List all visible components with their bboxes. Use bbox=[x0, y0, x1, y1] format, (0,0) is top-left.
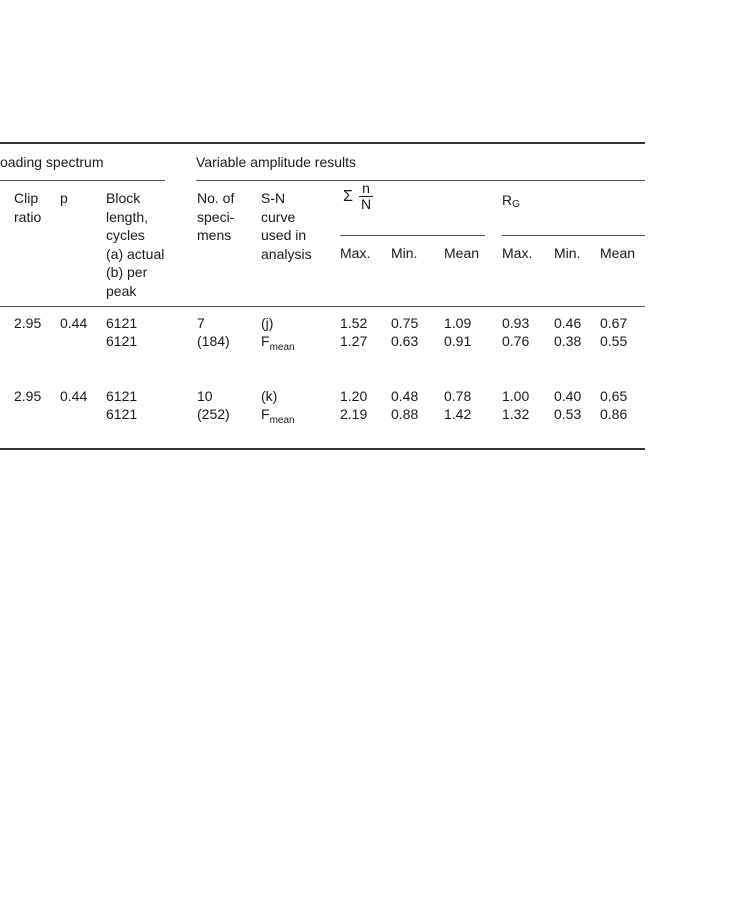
num-peaks-cell: (184) bbox=[197, 333, 230, 349]
sum-min-cell: 0.63 bbox=[391, 333, 419, 349]
table-bottom-rule bbox=[0, 448, 645, 450]
variable-amplitude-header: Variable amplitude results bbox=[196, 154, 357, 170]
sn-curve-cell: (k) bbox=[261, 388, 278, 404]
table-top-rule bbox=[0, 142, 645, 144]
fraction-denominator: N bbox=[360, 196, 372, 212]
block-length-actual-cell: 6121 bbox=[106, 388, 138, 404]
sum-min-cell: 0.48 bbox=[391, 388, 419, 404]
loading-group-rule bbox=[0, 180, 165, 181]
sum-max-cell: 2.19 bbox=[340, 406, 368, 422]
p-cell: 0.44 bbox=[60, 388, 88, 404]
rg-min-cell: 0.38 bbox=[554, 333, 582, 349]
header-bottom-rule bbox=[0, 306, 645, 307]
sum-mean-header: Mean bbox=[444, 245, 480, 261]
sum-subgroup-rule bbox=[340, 235, 485, 236]
rg-subscript: G bbox=[512, 199, 520, 210]
rg-mean-cell: 0.86 bbox=[600, 406, 628, 422]
sum-min-cell: 0.88 bbox=[391, 406, 419, 422]
rg-min-header: Min. bbox=[554, 245, 581, 261]
clip-ratio-header: Clip ratio bbox=[14, 190, 42, 225]
p-header: p bbox=[60, 190, 68, 206]
rg-main: R bbox=[502, 192, 513, 208]
sum-symbol: Σ bbox=[343, 188, 353, 205]
sn-curve-header: S-N curve used in analysis bbox=[261, 190, 312, 262]
rg-min-cell: 0.46 bbox=[554, 315, 582, 331]
sum-max-header: Max. bbox=[340, 245, 371, 261]
rg-mean-cell: 0.65 bbox=[600, 388, 628, 404]
clip-ratio-cell: 2.95 bbox=[14, 388, 42, 404]
sn-curve-cell: (j) bbox=[261, 315, 274, 331]
clip-ratio-cell: 2.95 bbox=[14, 315, 42, 331]
rg-header bbox=[502, 191, 520, 212]
block-length-per-peak-cell: 6121 bbox=[106, 333, 138, 349]
sum-mean-cell: 0.91 bbox=[444, 333, 472, 349]
rg-max-cell: 0.93 bbox=[502, 315, 530, 331]
loading-spectrum-header: oading spectrum bbox=[0, 154, 104, 170]
sum-max-cell: 1.27 bbox=[340, 333, 368, 349]
f-subscript: mean bbox=[269, 415, 295, 426]
num-specimens-cell: 7 bbox=[197, 315, 205, 331]
f-main: F bbox=[261, 406, 270, 422]
sn-curve-fmean-cell bbox=[261, 405, 295, 426]
variable-group-rule bbox=[196, 180, 645, 181]
sum-max-cell: 1.52 bbox=[340, 315, 368, 331]
rg-mean-cell: 0.67 bbox=[600, 315, 628, 331]
rg-max-cell: 1.00 bbox=[502, 388, 530, 404]
f-subscript: mean bbox=[269, 342, 295, 353]
fraction-numerator: n bbox=[362, 180, 370, 196]
block-length-actual-cell: 6121 bbox=[106, 315, 138, 331]
block-length-per-peak-cell: 6121 bbox=[106, 406, 138, 422]
sum-mean-cell: 1.42 bbox=[444, 406, 472, 422]
rg-min-cell: 0.40 bbox=[554, 388, 582, 404]
num-specimens-cell: 10 bbox=[197, 388, 213, 404]
sum-mean-cell: 1.09 bbox=[444, 315, 472, 331]
rg-max-header: Max. bbox=[502, 245, 533, 261]
num-specimens-header: No. of speci- mens bbox=[197, 190, 235, 243]
rg-max-cell: 1.32 bbox=[502, 406, 530, 422]
num-peaks-cell: (252) bbox=[197, 406, 230, 422]
sum-min-header: Min. bbox=[391, 245, 418, 261]
p-cell: 0.44 bbox=[60, 315, 88, 331]
rg-min-cell: 0.53 bbox=[554, 406, 582, 422]
rg-mean-cell: 0.55 bbox=[600, 333, 628, 349]
sn-curve-fmean-cell bbox=[261, 332, 295, 353]
rg-max-cell: 0.76 bbox=[502, 333, 530, 349]
block-length-header: Block length, cycles (a) actual (b) per peak bbox=[106, 190, 165, 299]
n-over-N-fraction bbox=[359, 182, 373, 211]
sum-min-cell: 0.75 bbox=[391, 315, 419, 331]
f-main: F bbox=[261, 333, 270, 349]
rg-subgroup-rule bbox=[502, 235, 645, 236]
sum-mean-cell: 0.78 bbox=[444, 388, 472, 404]
rg-mean-header: Mean bbox=[600, 245, 636, 261]
sum-max-cell: 1.20 bbox=[340, 388, 368, 404]
